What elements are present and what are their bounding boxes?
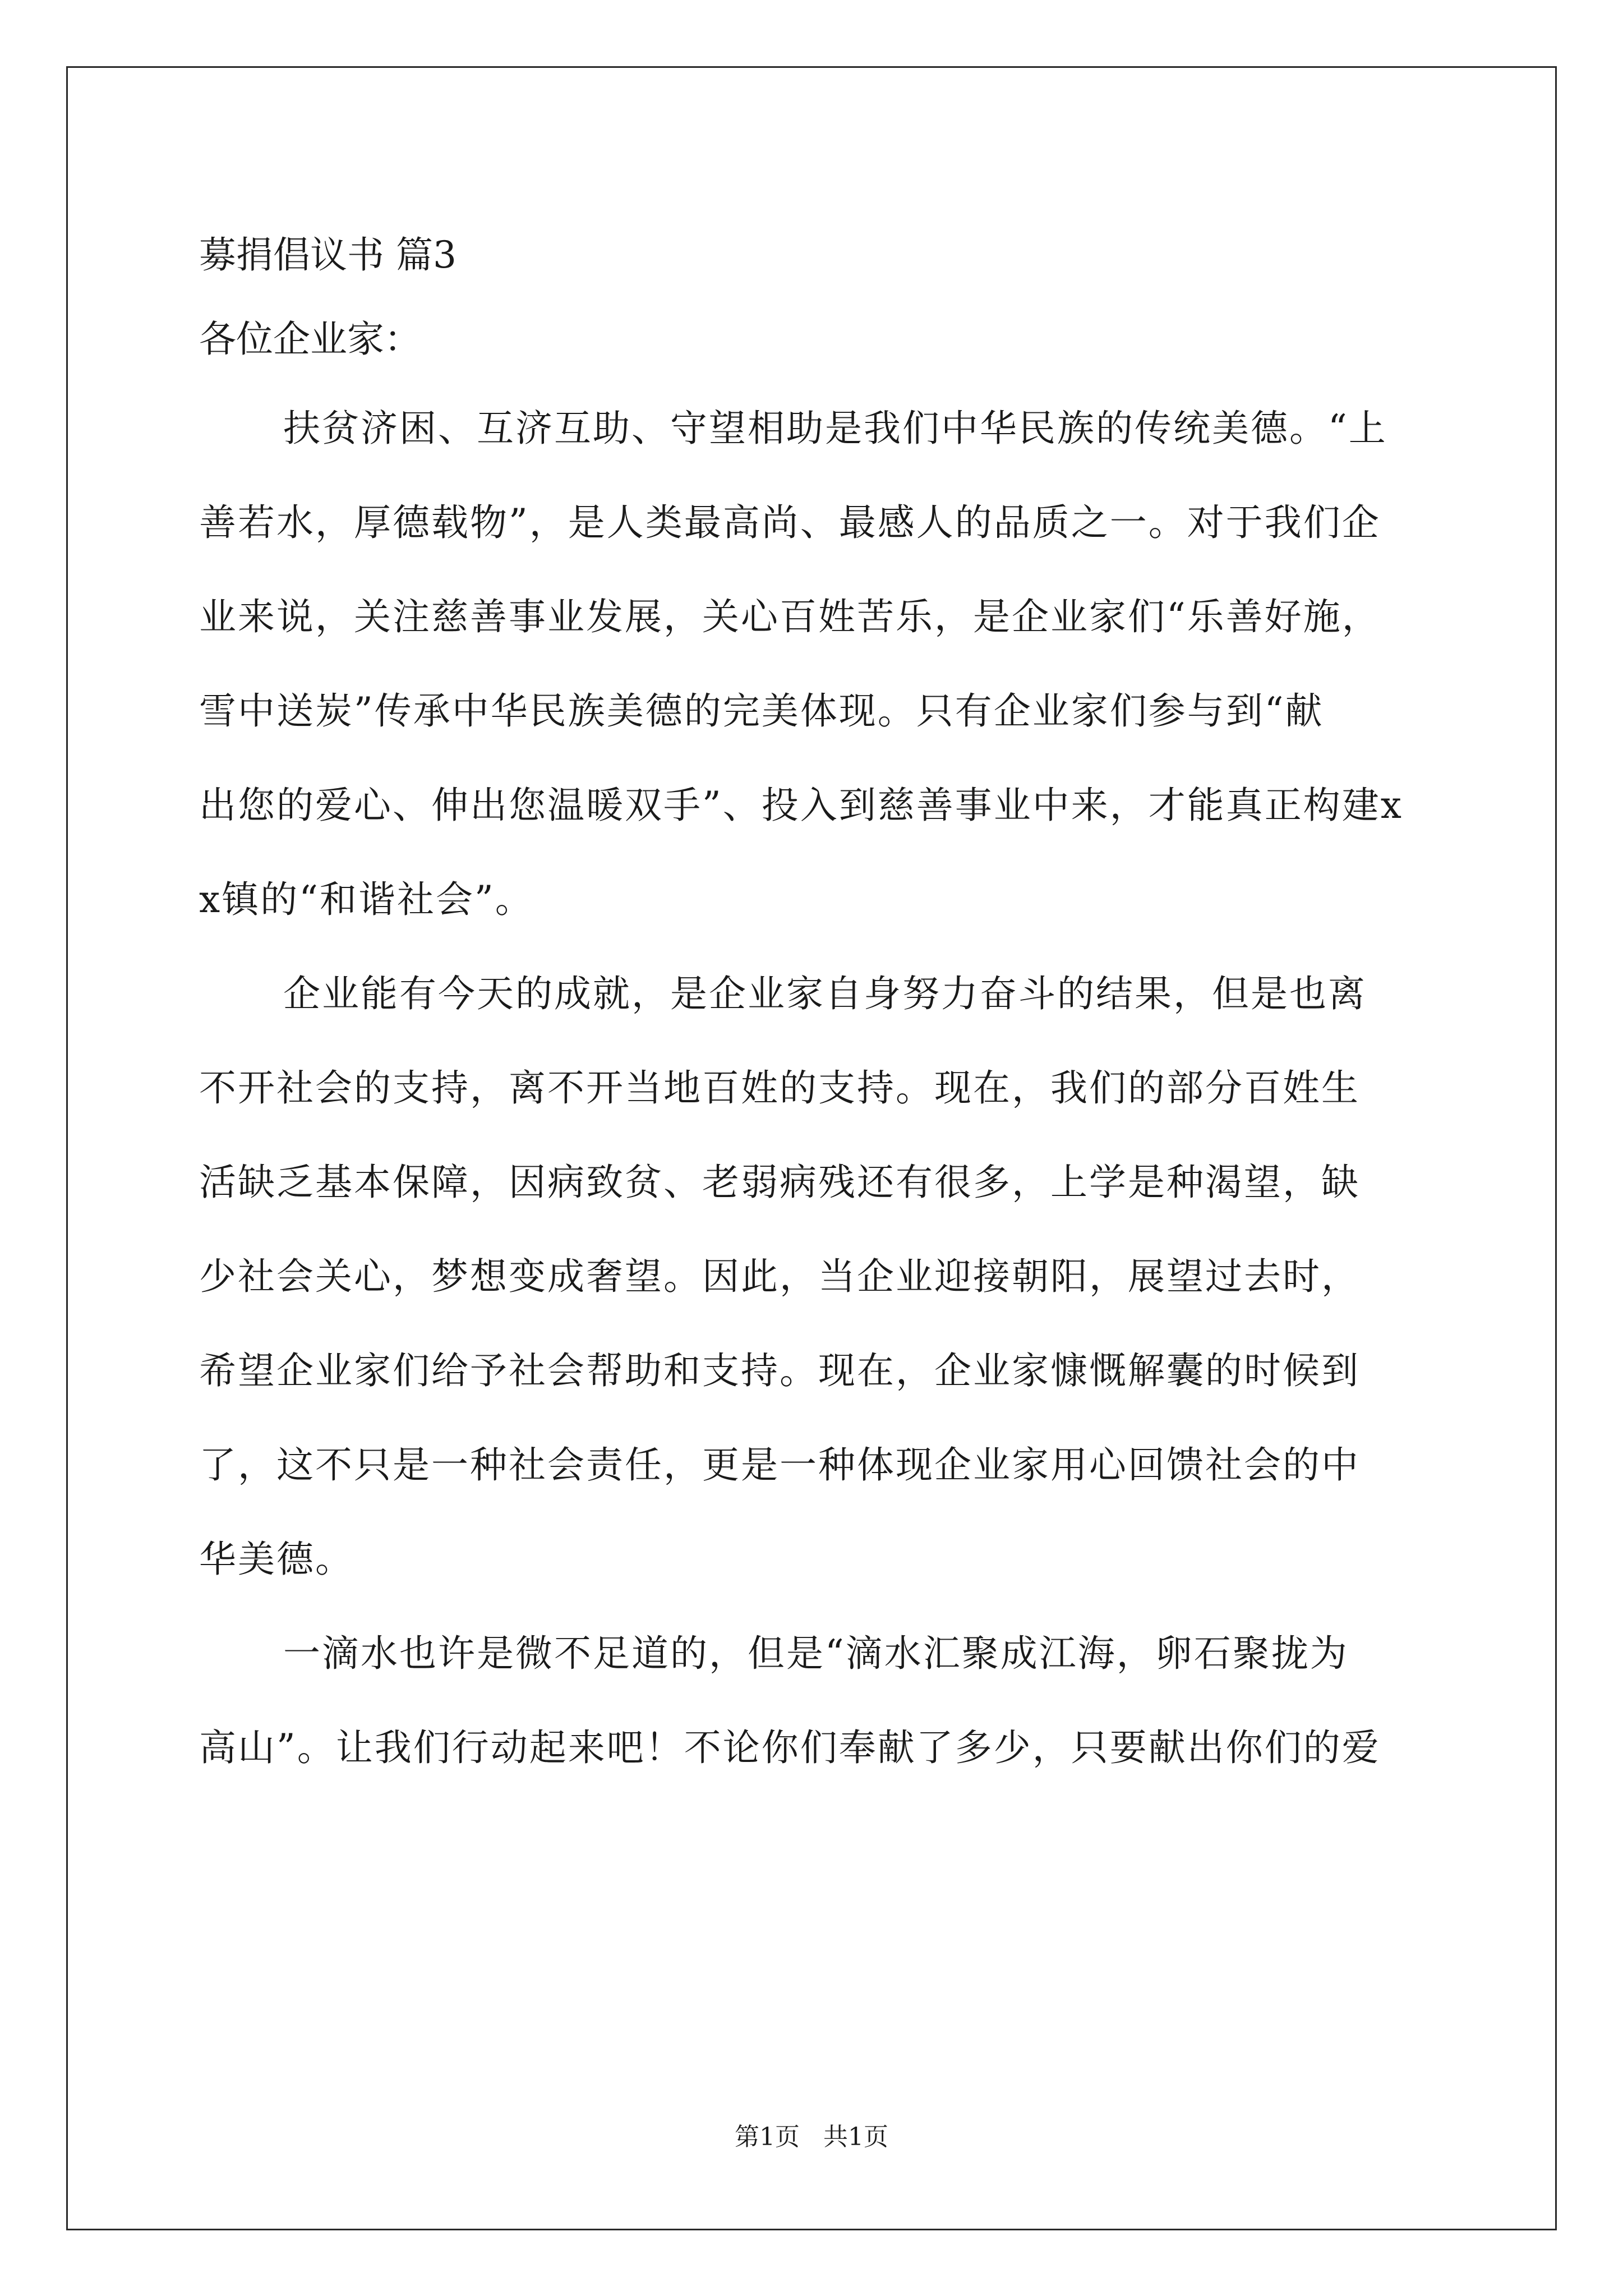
paragraph-line: 扶贫济困、互济互助、守望相助是我们中华民族的传统美德。“上	[283, 407, 1387, 450]
document-title: 募捐倡议书 篇3	[199, 233, 457, 277]
paragraph-line: 高山”。让我们行动起来吧！不论你们奉献了多少，只要献出你们的爱	[199, 1726, 1381, 1769]
paragraph-3	[199, 1607, 1433, 1795]
paragraph-line: 希望企业家们给予社会帮助和支持。现在，企业家慷慨解囊的时候到	[199, 1349, 1360, 1392]
paragraph-line: 一滴水也许是微不足道的，但是“滴水汇聚成江海，卵石聚拢为	[283, 1632, 1349, 1675]
paragraph-line: 业来说，关注慈善事业发展，关心百姓苦乐，是企业家们“乐善好施，	[199, 595, 1381, 638]
paragraph-line: 少社会关心，梦想变成奢望。因此，当企业迎接朝阳，展望过去时，	[199, 1255, 1360, 1298]
paragraph-line: 企业能有今天的成就，是企业家自身努力奋斗的结果，但是也离	[283, 972, 1367, 1015]
paragraph-line: 善若水，厚德载物”，是人类最高尚、最感人的品质之一。对于我们企	[199, 501, 1381, 544]
paragraph-line: 不开社会的支持，离不开当地百姓的支持。现在，我们的部分百姓生	[199, 1066, 1360, 1110]
paragraph-line: 了，这不只是一种社会责任，更是一种体现企业家用心回馈社会的中	[199, 1443, 1360, 1487]
paragraph-1	[199, 381, 1433, 947]
paragraph-line: 华美德。	[199, 1538, 354, 1581]
paragraph-line: 活缺乏基本保障，因病致贫、老弱病残还有很多，上学是种渴望，缺	[199, 1161, 1360, 1204]
paragraph-2	[199, 947, 1433, 1607]
paragraph-line: 雪中送炭”传承中华民族美德的完美体现。只有企业家们参与到“献	[199, 689, 1324, 733]
page-number-footer: 第1页 共1页	[735, 2123, 888, 2151]
document-body	[199, 213, 1433, 1795]
paragraph-line: x镇的“和谐社会”。	[199, 878, 534, 921]
paragraph-line: 出您的爱心、伸出您温暖双手”、投入到慈善事业中来，才能真正构建x	[199, 784, 1403, 827]
salutation: 各位企业家：	[199, 318, 421, 361]
